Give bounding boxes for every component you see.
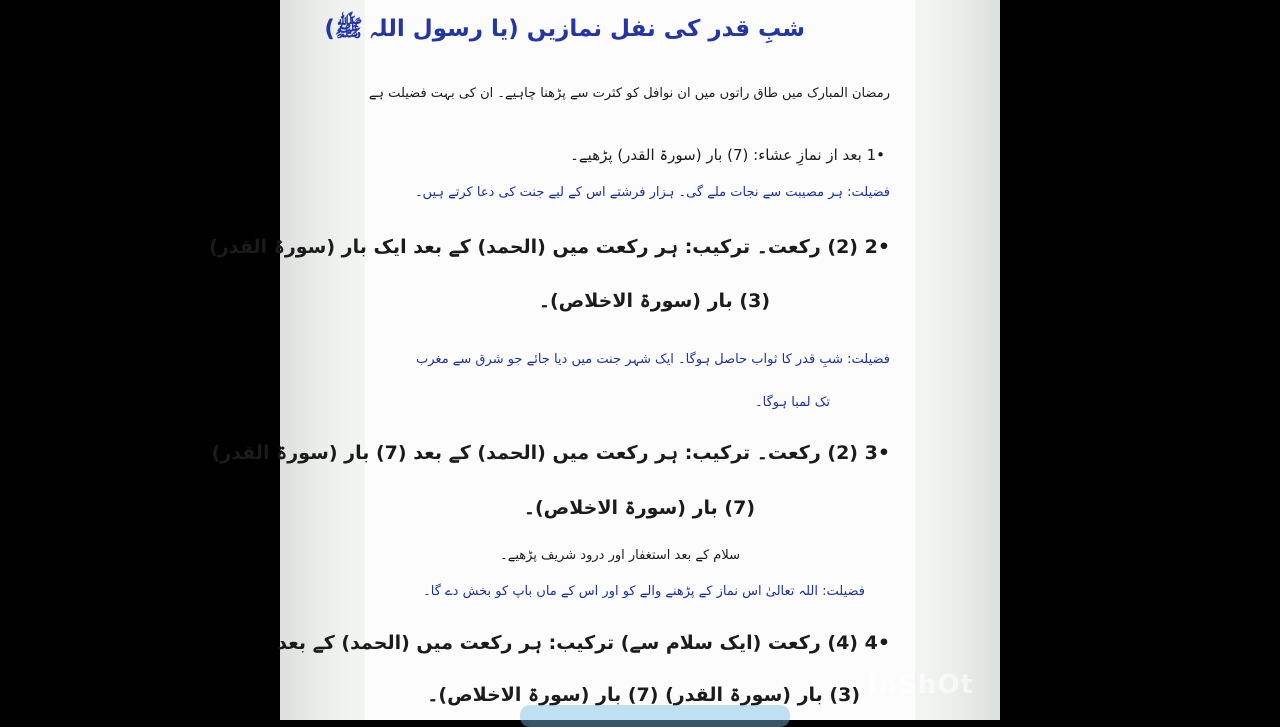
item-4-instruction-cont: (3) بار (سورۃ القدر) (7) بار (سورۃ الاخلاص)۔ — [427, 684, 860, 706]
app-watermark: InShOt — [868, 670, 974, 700]
item-2-instruction-cont: (3) بار (سورۃ الاخلاص)۔ — [538, 290, 770, 312]
item-4-instruction: •4 (4) رکعت (ایک سلام سے) ترکیب: ہر رکعت میں (الحمد) کے بعد — [277, 632, 890, 654]
item-2-instruction: •2 (2) رکعت۔ ترکیب: ہر رکعت میں (الحمد) کے بعد ایک بار (سورۃ القدر) — [209, 236, 890, 258]
item-1-instruction: •1 بعد از نمازِ عشاء: (7) بار (سورۃ القدر) پڑھیے۔ — [570, 146, 885, 164]
item-3-virtue: فضیلت: اللہ تعالیٰ اس نماز کے پڑھنے والے کو اور اس کے ماں باپ کو بخش دے گا۔ — [423, 584, 865, 599]
document-page — [209, 0, 915, 720]
item-1-virtue: فضیلت: ہر مصیبت سے نجات ملے گی۔ ہزار فرشتے اس کے لیے جنت کی دعا کرتے ہیں۔ — [414, 185, 890, 200]
intro-text: رمضان المبارک میں طاق راتوں میں ان نوافل کو کثرت سے پڑھنا چاہیے۔ ان کی بہت فضیلت ہے — [368, 86, 890, 101]
item-2-virtue: فضیلت: شبِ قدر کا ثواب حاصل ہوگا۔ ایک شہر جنت میں دیا جائے جو شرق سے مغرب — [416, 352, 890, 367]
blurred-background-right — [915, 0, 1000, 720]
page-title: شبِ قدر کی نفل نمازیں (یا رسول اللہ ﷺ) — [324, 16, 805, 42]
blurred-background-left — [280, 0, 365, 720]
letterbox-right — [1000, 0, 1280, 720]
item-3-instruction: •3 (2) رکعت۔ ترکیب: ہر رکعت میں (الحمد) کے بعد (7) بار (سورۃ القدر) — [211, 442, 890, 464]
item-3-instruction-cont: (7) بار (سورۃ الاخلاص)۔ — [523, 497, 755, 519]
letterbox-left — [0, 0, 280, 720]
item-2-virtue-cont: تک لمبا ہوگا۔ — [755, 395, 830, 410]
blurred-footer-graphic — [520, 705, 790, 727]
item-3-note: سلام کے بعد استغفار اور درود شریف پڑھیے۔ — [500, 548, 740, 563]
